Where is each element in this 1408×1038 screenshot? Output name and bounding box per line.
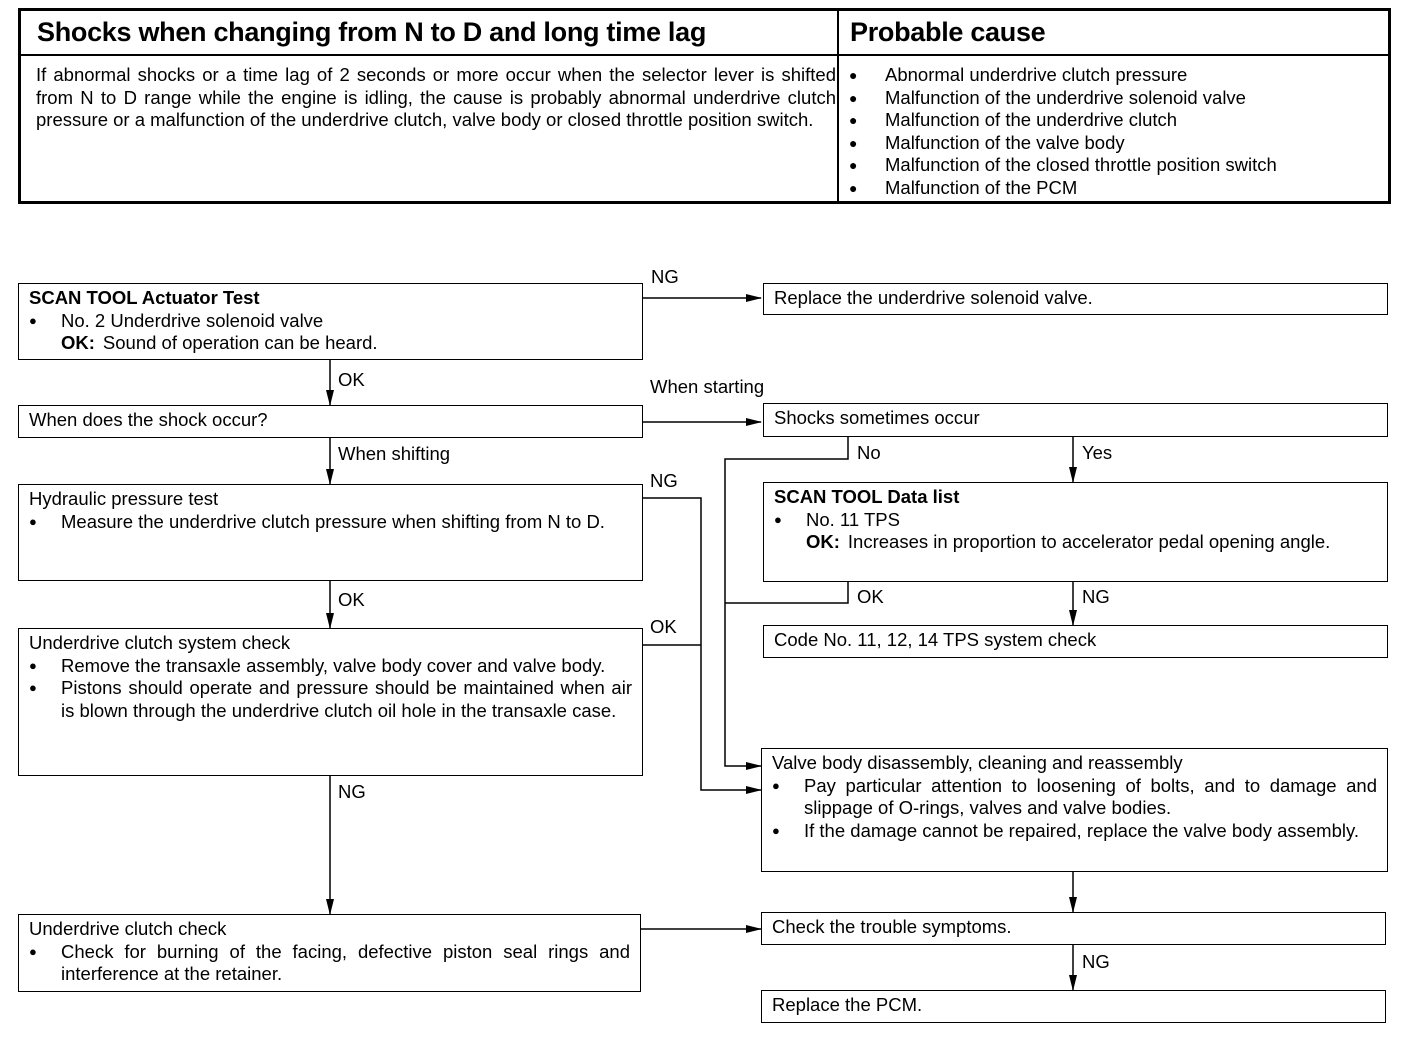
label-ng: NG — [650, 470, 678, 491]
underdrive-clutch-check-box — [18, 914, 641, 992]
scan-tool-data-list-box — [763, 482, 1388, 582]
cause-item: ● Malfunction of the underdrive clutch — [849, 109, 1277, 132]
ok-label: OK: — [806, 531, 840, 552]
label-ng: NG — [1082, 586, 1110, 607]
ok-criteria — [29, 332, 632, 355]
box-title: SCAN TOOL Data list — [774, 486, 960, 507]
label-ok: OK — [857, 586, 884, 607]
box-title: SCAN TOOL Actuator Test — [29, 287, 260, 308]
replace-pcm-box — [761, 990, 1386, 1023]
ok-label: OK: — [61, 332, 95, 353]
line-scan-data-ok — [725, 582, 848, 603]
box-title: Underdrive clutch check — [29, 918, 227, 939]
cause-item: ● Abnormal underdrive clutch pressure — [849, 64, 1277, 87]
box-title: Replace the PCM. — [772, 994, 923, 1015]
underdrive-clutch-system-check-box — [18, 628, 643, 776]
cause-item: ● Malfunction of the closed throttle position switch — [849, 154, 1277, 177]
label-ng: NG — [651, 266, 679, 287]
symptom-title: Shocks when changing from N to D and long time lag — [37, 17, 707, 47]
list-item: ● No. 2 Underdrive solenoid valve — [29, 310, 632, 333]
list-item: ● No. 11 TPS — [774, 509, 1377, 532]
list-item: ● Remove the transaxle assembly, valve body cover and valve body. — [29, 655, 632, 678]
list-item: ● Check for burning of the facing, defective piston seal rings and interference at the retainer. — [29, 941, 630, 986]
ok-text: Increases in proportion to accelerator pedal opening angle. — [847, 531, 1331, 552]
symptom-description: If abnormal shocks or a time lag of 2 seconds or more occur when the selector lever is shifted from N to D range while the engine is idling, the cause is probably abnormal underdrive clutch pressure or a malfunction of the underdrive clutch, valve body or closed throttle position switch. — [36, 64, 836, 130]
cause-item: ● Malfunction of the underdrive solenoid valve — [849, 87, 1277, 110]
shock-timing-question-box — [18, 405, 643, 438]
cause-item: ● Malfunction of the valve body — [849, 132, 1277, 155]
label-when-starting: When starting — [650, 376, 765, 397]
list-item: ● Pistons should operate and pressure should be maintained when air is blown through the underdrive clutch oil hole in the transaxle case. — [29, 677, 632, 722]
check-trouble-symptoms-box — [761, 912, 1386, 945]
list-item: ● Pay particular attention to loosening of bolts, and to damage and slippage of O-rings, valves and valve bodies. — [772, 775, 1377, 820]
ok-criteria — [774, 531, 1377, 554]
label-yes: Yes — [1082, 442, 1113, 463]
scan-tool-actuator-test-box — [18, 283, 643, 360]
label-ng: NG — [1082, 951, 1110, 972]
hydraulic-pressure-test-box — [18, 484, 643, 581]
label-ok: OK — [338, 369, 365, 390]
list-item: ● If the damage cannot be repaired, replace the valve body assembly. — [772, 820, 1377, 843]
tps-system-check-box — [763, 625, 1388, 658]
label-ok: OK — [650, 616, 677, 637]
list-item: ● Measure the underdrive clutch pressure when shifting from N to D. — [29, 511, 632, 534]
valve-body-disassembly-box — [761, 748, 1388, 872]
box-title: Hydraulic pressure test — [29, 488, 219, 509]
label-when-shifting: When shifting — [338, 443, 451, 464]
arrow-hydraulic-ng — [643, 498, 761, 790]
ok-text: Sound of operation can be heard. — [102, 332, 378, 353]
box-title: Check the trouble symptoms. — [772, 916, 1012, 937]
label-no: No — [857, 442, 881, 463]
label-ok: OK — [338, 589, 365, 610]
box-title: Underdrive clutch system check — [29, 632, 291, 653]
label-ng: NG — [338, 781, 366, 802]
shocks-sometimes-box — [763, 403, 1388, 437]
box-title: Valve body disassembly, cleaning and reassembly — [772, 752, 1183, 773]
probable-cause-title: Probable cause — [850, 17, 1046, 47]
box-title: Shocks sometimes occur — [774, 407, 980, 428]
cause-item: ● Malfunction of the PCM — [849, 177, 1277, 200]
box-title: When does the shock occur? — [29, 409, 268, 430]
replace-solenoid-box — [763, 283, 1388, 315]
box-title: Replace the underdrive solenoid valve. — [774, 287, 1093, 308]
box-title: Code No. 11, 12, 14 TPS system check — [774, 629, 1097, 650]
